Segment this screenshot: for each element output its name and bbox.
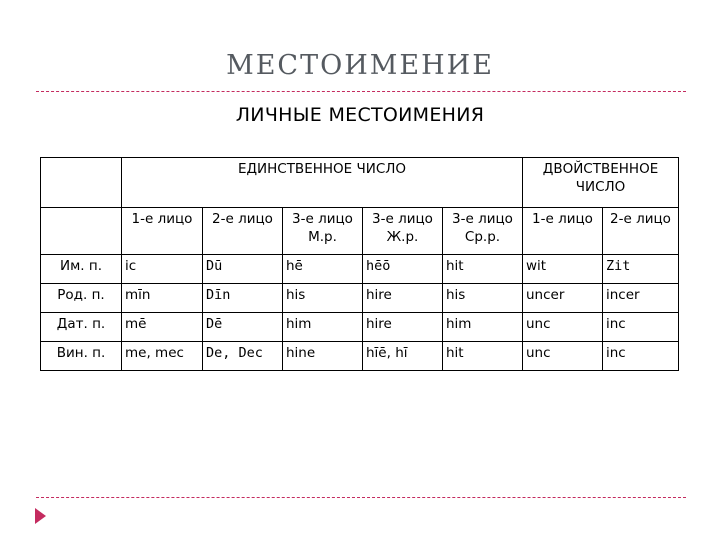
table-cell: his: [443, 284, 523, 313]
table-cell: mē: [122, 313, 203, 342]
table-cell: inc: [603, 342, 679, 371]
group-singular: ЕДИНСТВЕННОЕ ЧИСЛО: [122, 158, 523, 208]
table-cell: Dū: [203, 255, 283, 284]
corner-cell: [41, 158, 122, 208]
table-row: [41, 342, 679, 371]
table-cell: hīē, hī: [363, 342, 443, 371]
group-dual: ДВОЙСТВЕННОЕ ЧИСЛО: [523, 158, 679, 208]
table-cell: unc: [523, 342, 603, 371]
table-cell: hit: [443, 255, 523, 284]
table-cell: hit: [443, 342, 523, 371]
table-row: [41, 313, 679, 342]
case-label: Дат. п.: [41, 313, 122, 342]
table-cell: ic: [122, 255, 203, 284]
bottom-divider: [36, 497, 686, 498]
table-cell: hire: [363, 313, 443, 342]
table-cell: Dīn: [203, 284, 283, 313]
table-cell: me, mec: [122, 342, 203, 371]
col-header: 2-е лицо: [603, 208, 679, 255]
table-cell: hire: [363, 284, 443, 313]
header-row-groups: [41, 158, 679, 208]
table-row: [41, 255, 679, 284]
table-cell: Dē: [203, 313, 283, 342]
table-cell: mīn: [122, 284, 203, 313]
col-header: 2-е лицо: [203, 208, 283, 255]
col-header: 1-е лицо: [122, 208, 203, 255]
slide-title: МЕСТОИМЕНИЕ: [226, 50, 494, 81]
col-header: 3-е лицо Ж.р.: [363, 208, 443, 255]
pronoun-table: [40, 157, 679, 371]
arrow-bullet-icon: [35, 508, 46, 524]
table-cell: hine: [283, 342, 363, 371]
table-cell: hē: [283, 255, 363, 284]
table-cell: inc: [603, 313, 679, 342]
table-cell: uncer: [523, 284, 603, 313]
table-cell: hēō: [363, 255, 443, 284]
table-cell: Zit: [603, 255, 679, 284]
table-cell: unc: [523, 313, 603, 342]
header-row-persons: [41, 208, 679, 255]
table-cell: him: [443, 313, 523, 342]
table-cell: De, Dec: [203, 342, 283, 371]
slide-subtitle: ЛИЧНЫЕ МЕСТОИМЕНИЯ: [235, 104, 485, 126]
case-label: Им. п.: [41, 255, 122, 284]
table-cell: incer: [603, 284, 679, 313]
col-header: 3-е лицо Ср.р.: [443, 208, 523, 255]
table-row: [41, 284, 679, 313]
table-cell: his: [283, 284, 363, 313]
corner-cell-2: [41, 208, 122, 255]
case-label: Род. п.: [41, 284, 122, 313]
table-cell: wit: [523, 255, 603, 284]
top-divider: [36, 91, 686, 92]
col-header: 3-е лицо М.р.: [283, 208, 363, 255]
col-header: 1-е лицо: [523, 208, 603, 255]
case-label: Вин. п.: [41, 342, 122, 371]
table-cell: him: [283, 313, 363, 342]
